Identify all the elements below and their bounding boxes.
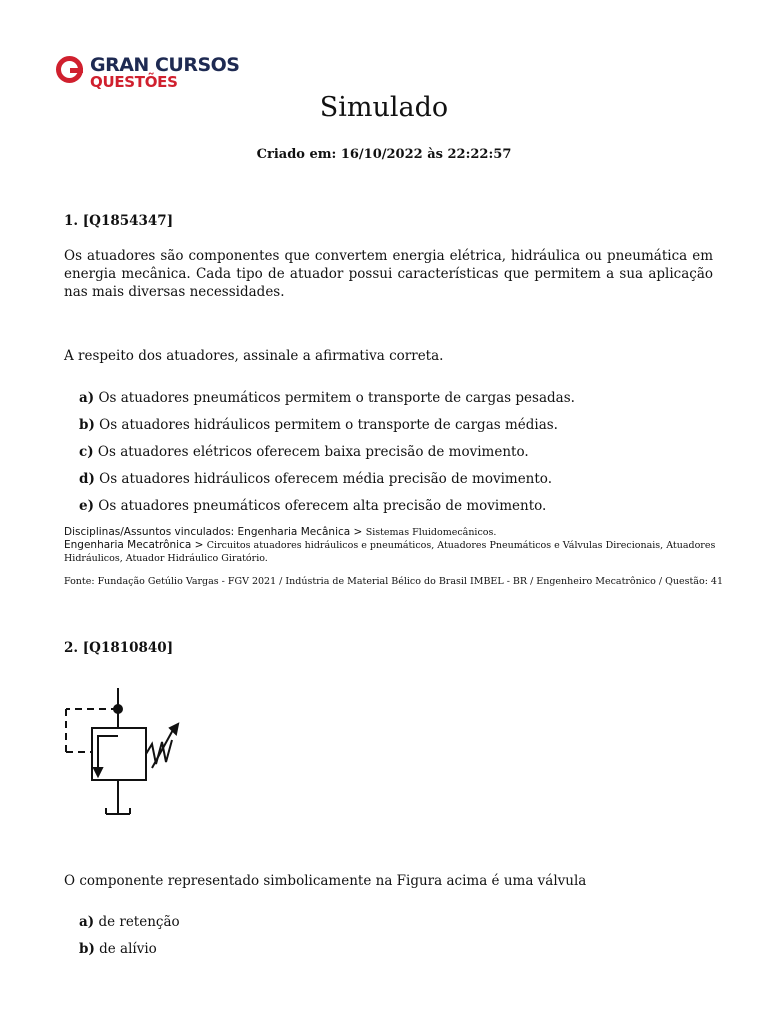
q1-disciplinas xyxy=(64,526,724,565)
option-letter: d) xyxy=(79,471,95,487)
logo-line2: QUESTÕES xyxy=(90,73,178,91)
question-1-text: Os atuadores são componentes que convertem energia elétrica, hidráulica ou pneumática em energia mecânica. Cada tipo de atuador possui características que permitem a sua aplicação nas mais diversas necessidades. xyxy=(64,248,713,300)
question-1-header: 1. [Q1854347] xyxy=(64,213,174,229)
q1-option-a[interactable] xyxy=(79,390,575,406)
option-text: Os atuadores elétricos oferecem baixa precisão de movimento. xyxy=(97,444,529,460)
option-letter: c) xyxy=(79,444,94,460)
option-letter: a) xyxy=(79,914,95,930)
brand-logo xyxy=(56,54,256,94)
option-text: de alívio xyxy=(99,941,157,957)
q2-option-b[interactable] xyxy=(79,941,157,957)
option-letter: b) xyxy=(79,417,95,433)
q1-option-e[interactable] xyxy=(79,498,546,514)
question-2-prompt: O componente representado simbolicamente na Figura acima é uma válvula xyxy=(64,873,587,889)
created-date: Criado em: 16/10/2022 às 22:22:57 xyxy=(256,147,512,162)
q1-option-c[interactable] xyxy=(79,444,529,460)
option-text: Os atuadores pneumáticos oferecem alta precisão de movimento. xyxy=(98,498,547,514)
q2-option-a[interactable] xyxy=(79,914,180,930)
valve-symbol-figure xyxy=(60,684,190,824)
option-letter: b) xyxy=(79,941,95,957)
page-title: Simulado xyxy=(319,92,449,123)
option-text: Os atuadores hidráulicos oferecem média precisão de movimento. xyxy=(99,471,552,487)
question-2-header: 2. [Q1810840] xyxy=(64,640,174,656)
logo-line1: GRAN CURSOS xyxy=(90,54,240,76)
disciplinas-topic: Sistemas Fluidomecânicos. xyxy=(365,527,497,538)
option-letter: e) xyxy=(79,498,94,514)
option-letter: a) xyxy=(79,390,95,406)
q1-option-b[interactable] xyxy=(79,417,558,433)
option-text: Os atuadores pneumáticos permitem o transporte de cargas pesadas. xyxy=(98,390,575,406)
disciplinas-label: Disciplinas/Assuntos vinculados: Engenharia Mecânica > xyxy=(64,526,366,538)
option-text: de retenção xyxy=(98,914,180,930)
logo-g-bar xyxy=(70,68,83,73)
q1-source: Fonte: Fundação Getúlio Vargas - FGV 2021 / Indústria de Material Bélico do Brasil IMBEL - BR / Engenheiro Mecatrônico / Questão: 41 xyxy=(64,576,723,587)
option-text: Os atuadores hidráulicos permitem o transporte de cargas médias. xyxy=(99,417,558,433)
q1-option-d[interactable] xyxy=(79,471,552,487)
question-1-prompt: A respeito dos atuadores, assinale a afirmativa correta. xyxy=(64,348,444,364)
disciplinas-label: Engenharia Mecatrônica > xyxy=(64,539,207,551)
disciplinas-topic: Circuitos atuadores hidráulicos e pneumáticos, Atuadores Pneumáticos e Válvulas Direcionais, Atuadores Hidráulicos, Atuador Hidráulico Giratório. xyxy=(64,540,716,564)
